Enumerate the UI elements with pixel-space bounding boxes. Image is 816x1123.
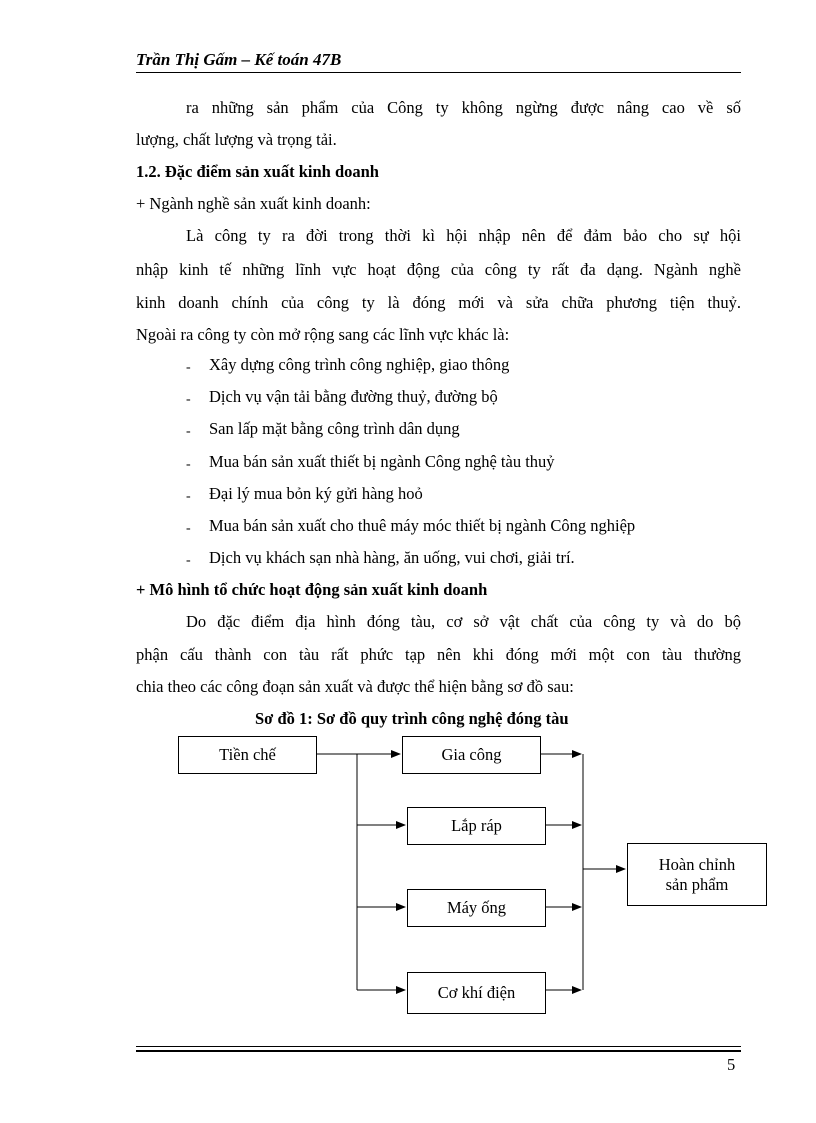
section-heading: 1.2. Đặc điểm sản xuất kinh doanh	[136, 162, 379, 181]
para3-line1: Do đặc điểm địa hình đóng tàu, cơ sở vật chất của công ty và do bộ	[186, 612, 741, 631]
list-item: Đại lý mua bỏn ký gửi hàng hoỏ	[209, 484, 423, 503]
box-gia-cong: Gia công	[402, 736, 541, 774]
list-item: Mua bán sản xuất cho thuê máy móc thiết bị ngành Công nghiệp	[209, 516, 636, 535]
page-number: 5	[727, 1055, 736, 1074]
para2-line3: kinh doanh chính của công ty là đóng mới và sửa chữa phương tiện thuỷ.	[136, 293, 741, 312]
list-item: San lấp mặt bằng công trình dân dụng	[209, 419, 460, 438]
para2-line4: Ngoài ra công ty còn mở rộng sang các lĩnh vực khác là:	[136, 325, 510, 344]
box-hoan-chinh-san-pham	[627, 843, 767, 906]
subheading-business-model: + Mô hình tổ chức hoạt động sản xuất kinh doanh	[136, 580, 488, 599]
list-marker: -	[186, 360, 191, 375]
box-may-ong: Máy ống	[407, 889, 546, 927]
box-co-khi-dien: Cơ khí điện	[407, 972, 546, 1014]
list-marker: -	[186, 553, 191, 568]
para2-line2: nhập kinh tế những lĩnh vực hoạt động của công ty rất đa dạng. Ngành nghề	[136, 260, 741, 279]
list-marker: -	[186, 521, 191, 536]
para1-line2: lượng, chất lượng và trọng tải.	[136, 130, 337, 149]
diagram-caption: Sơ đồ 1: Sơ đồ quy trình công nghệ đóng tàu	[255, 709, 569, 728]
list-marker: -	[186, 424, 191, 439]
subheading-business-lines: + Ngành nghề sản xuất kinh doanh:	[136, 194, 371, 213]
box-hoan-chinh-line1: Hoàn chỉnh	[658, 854, 736, 874]
list-item: Mua bán sản xuất thiết bị ngành Công nghệ tàu thuỷ	[209, 452, 555, 471]
list-item: Dịch vụ khách sạn nhà hàng, ăn uống, vui chơi, giải trí.	[209, 548, 575, 567]
para3-line2: phận cấu thành con tàu rất phức tạp nên khi đóng mới một con tàu thường	[136, 645, 741, 664]
list-marker: -	[186, 457, 191, 472]
footer-rule-thin	[136, 1046, 741, 1047]
box-hoan-chinh-line2: sản phẩm	[665, 874, 729, 894]
box-lap-rap: Lắp ráp	[407, 807, 546, 845]
document-header: Trần Thị Gấm – Kế toán 47B	[136, 50, 342, 69]
box-tien-che: Tiền chế	[178, 736, 317, 774]
list-marker: -	[186, 392, 191, 407]
list-item: Xây dựng công trình công nghiệp, giao thông	[209, 355, 510, 374]
list-item: Dịch vụ vận tải bằng đường thuỷ, đường bộ	[209, 387, 498, 406]
para2-line1: Là công ty ra đời trong thời kì hội nhập nên để đảm bảo cho sự hội	[186, 226, 741, 245]
para1-line1: ra những sản phẩm của Công ty không ngừng được nâng cao về số	[186, 98, 741, 117]
footer-rule-thick	[136, 1050, 741, 1052]
list-marker: -	[186, 489, 191, 504]
para3-line3: chia theo các công đoạn sản xuất và được thể hiện bằng sơ đồ sau:	[136, 677, 574, 696]
